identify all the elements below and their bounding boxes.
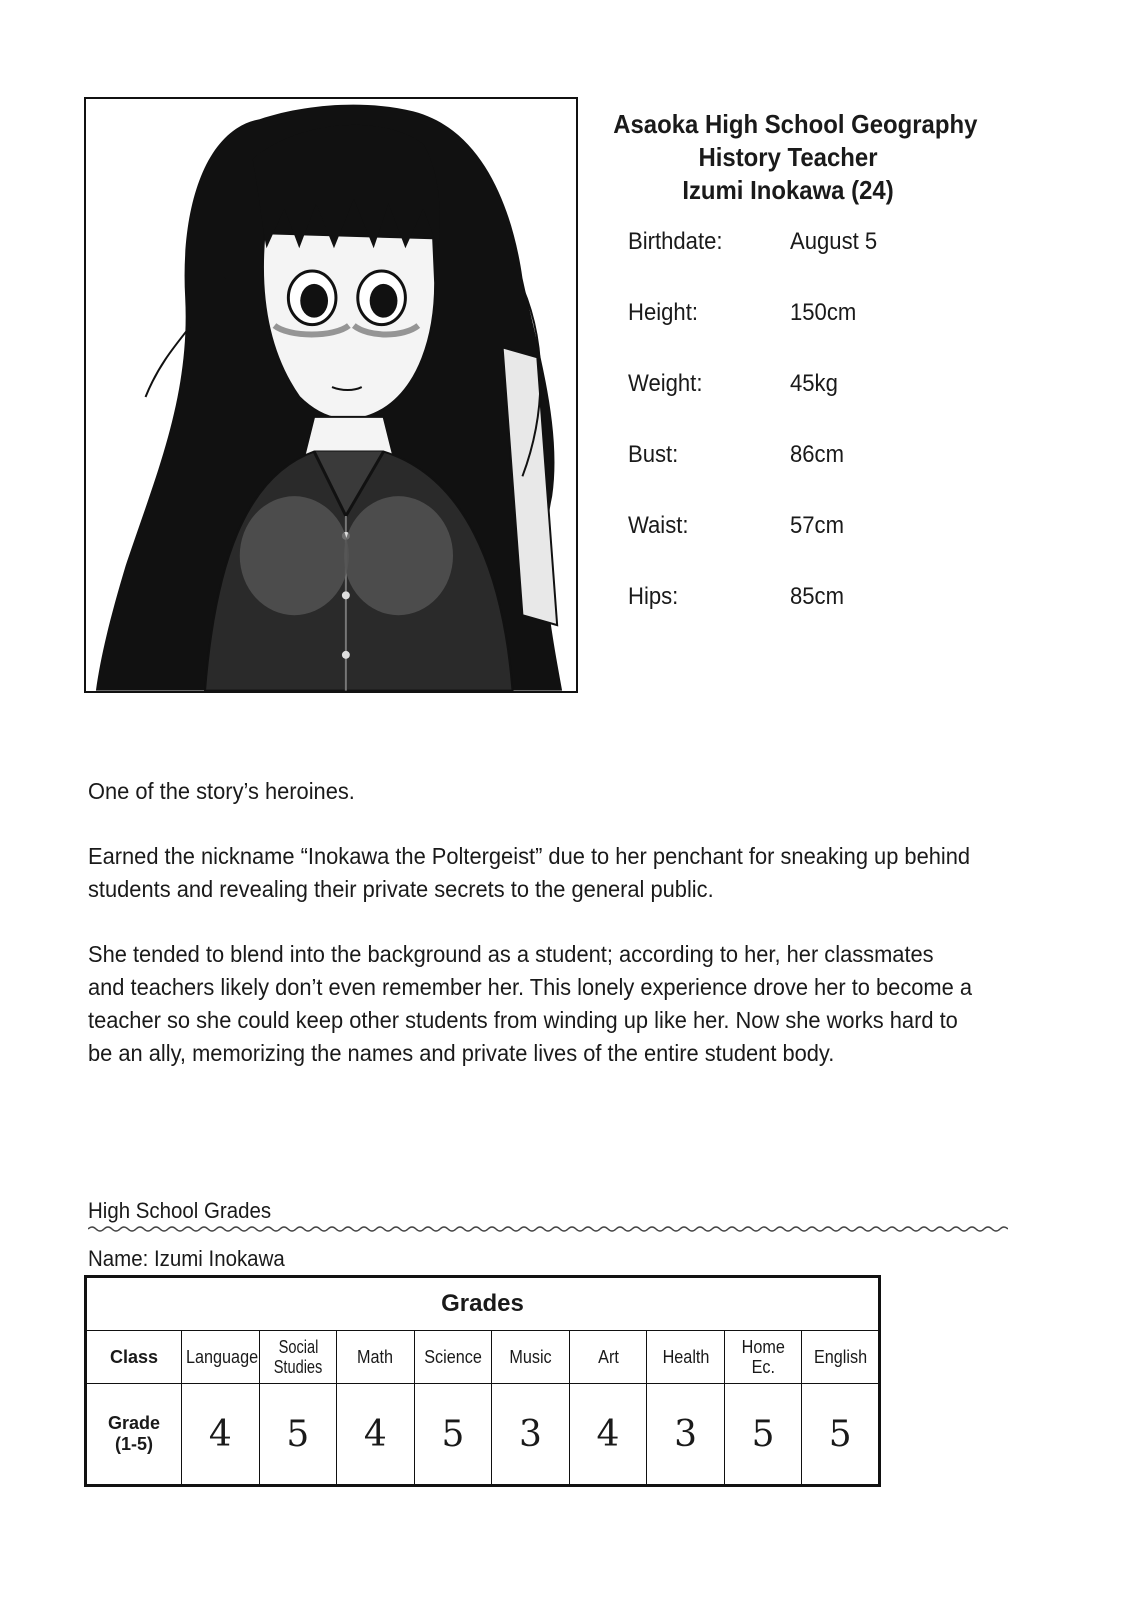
subject-name: Studies xyxy=(273,1357,323,1377)
stat-label: Height: xyxy=(628,299,698,326)
bio-line: She tended to blend into the background as a student; according to her, her classmates xyxy=(88,941,934,967)
stat-label: Hips: xyxy=(628,583,679,610)
stat-value: 150cm xyxy=(790,299,857,326)
stat-row-weight xyxy=(628,370,968,441)
stat-value: 86cm xyxy=(790,441,844,468)
subject-name: Home Ec. xyxy=(741,1337,785,1377)
stat-label: Bust: xyxy=(628,441,679,468)
profile-title-line: Asaoka High School Geography xyxy=(613,109,978,139)
bio-line: Earned the nickname “Inokawa the Poltergeist” due to her penchant for sneaking up behind xyxy=(88,843,971,869)
stat-row-birthdate xyxy=(628,228,968,299)
stat-label: Waist: xyxy=(628,512,689,539)
grade-value: 5 xyxy=(802,1384,880,1486)
grades-table-title: Grades xyxy=(86,1277,880,1331)
grade-value: 4 xyxy=(569,1384,647,1486)
character-bio xyxy=(88,775,1008,1102)
grades-table-title-row xyxy=(86,1277,880,1331)
bio-line: teacher so she could keep other students from winding up like her. Now she works hard to xyxy=(88,1007,958,1033)
class-label: Class xyxy=(86,1331,182,1384)
grades-heading: High School Grades xyxy=(88,1198,272,1223)
grade-label-line: (1-5) xyxy=(114,1434,153,1454)
subject-name: Math xyxy=(357,1347,394,1367)
profile-title-line: Izumi Inokawa (24) xyxy=(682,175,894,205)
grades-table xyxy=(84,1275,881,1487)
subject-cell xyxy=(569,1331,647,1384)
subject-cell xyxy=(259,1331,337,1384)
stat-value: 85cm xyxy=(790,583,844,610)
subject-name: English xyxy=(813,1347,867,1367)
stat-row-waist xyxy=(628,512,968,583)
subject-cell xyxy=(802,1331,880,1384)
subject-name: Science xyxy=(424,1347,482,1367)
bio-paragraph xyxy=(88,840,1018,906)
stat-label: Weight: xyxy=(628,370,703,397)
grade-value: 5 xyxy=(259,1384,337,1486)
subject-cell xyxy=(337,1331,415,1384)
bio-line: and teachers likely don’t even remember her. This lonely experience drove her to become a xyxy=(88,974,973,1000)
subject-cell xyxy=(724,1331,802,1384)
profile-title-line: History Teacher xyxy=(698,142,878,172)
subject-cell xyxy=(182,1331,260,1384)
stat-value: 45kg xyxy=(790,370,838,397)
grade-value: 5 xyxy=(414,1384,492,1486)
bio-line: One of the story’s heroines. xyxy=(88,778,355,804)
profile-stats xyxy=(628,228,968,654)
subject-cell xyxy=(414,1331,492,1384)
subject-name: Social xyxy=(277,1337,318,1357)
stat-row-height xyxy=(628,299,968,370)
stat-row-hips xyxy=(628,583,968,654)
grade-value: 4 xyxy=(337,1384,415,1486)
character-portrait xyxy=(84,97,578,693)
profile-title xyxy=(613,108,978,207)
portrait-illustration xyxy=(86,99,576,691)
subject-cell xyxy=(492,1331,570,1384)
bio-paragraph xyxy=(88,775,1018,808)
grade-value: 3 xyxy=(492,1384,570,1486)
bio-paragraph xyxy=(88,938,1018,1070)
stat-row-bust xyxy=(628,441,968,512)
subject-row xyxy=(86,1331,880,1384)
stat-label: Birthdate: xyxy=(628,228,723,255)
grade-value: 5 xyxy=(724,1384,802,1486)
subject-name: Music xyxy=(509,1347,552,1367)
grades-student-name: Name: Izumi Inokawa xyxy=(88,1246,285,1271)
grade-label xyxy=(86,1384,182,1486)
grade-value: 3 xyxy=(647,1384,725,1486)
grade-value: 4 xyxy=(182,1384,260,1486)
bio-line: students and revealing their private secrets to the general public. xyxy=(88,876,714,902)
bio-line: be an ally, memorizing the names and private lives of the entire student body. xyxy=(88,1040,835,1066)
stat-value: 57cm xyxy=(790,512,844,539)
wavy-divider xyxy=(88,1224,1008,1234)
subject-name: Health xyxy=(662,1347,709,1367)
stat-value: August 5 xyxy=(790,228,878,255)
subject-name: Language xyxy=(186,1347,259,1367)
grade-row xyxy=(86,1384,880,1486)
subject-name: Art xyxy=(597,1347,619,1367)
subject-cell xyxy=(647,1331,725,1384)
grade-label-line: Grade xyxy=(107,1413,161,1433)
